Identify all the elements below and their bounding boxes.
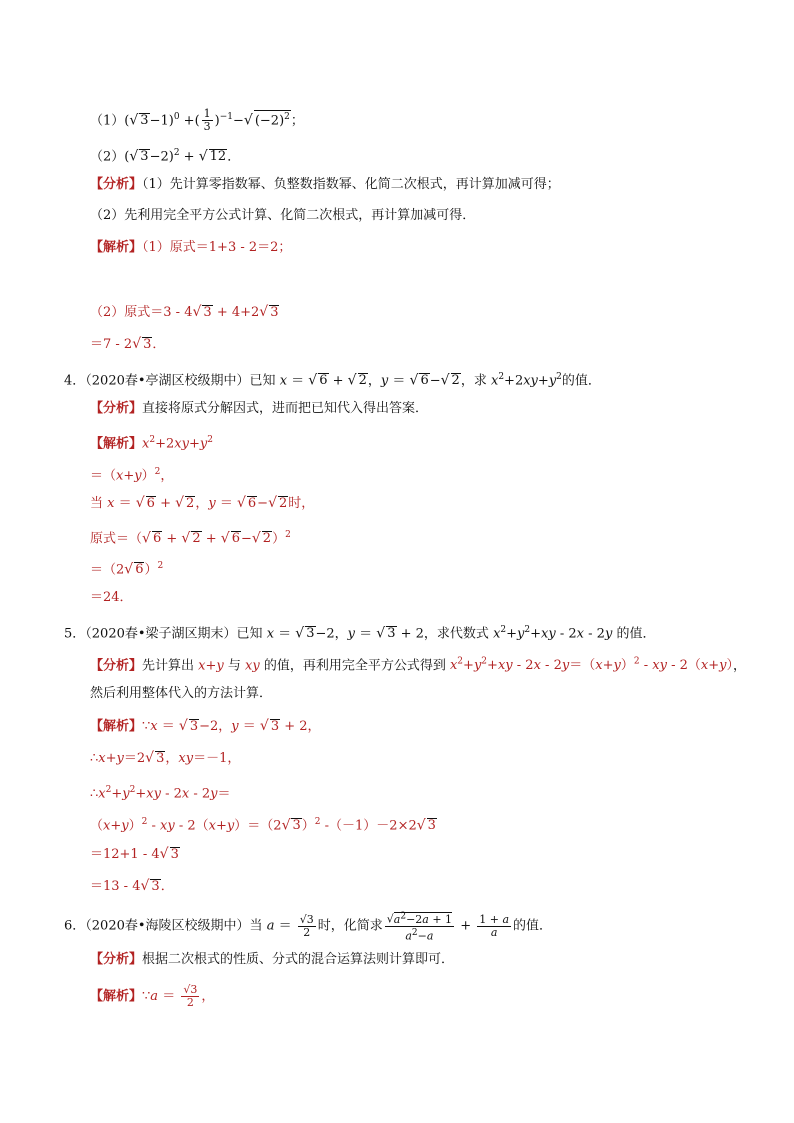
analysis-6: 【分析】根据二次根式的性质、分式的混合运算法则计算即可． [90, 952, 455, 967]
solution-5-line-2: ∴x+y＝2√ 3，xy＝－1， [90, 750, 241, 766]
solution-3-line-3: ＝7 - 2√ 3． [90, 336, 166, 352]
solution-5-line-1: 【解析】∵x ＝ √ 3−2，y ＝ √ 3 + 2， [90, 718, 321, 734]
solution-4-line-4: 原式＝（√ 6 + √ 2 + √ 6−√ 2）$^2$ [90, 530, 291, 547]
solution-5-line-3: $\therefore x^2+y^2+xy - 2x - 2y=$ [90, 785, 231, 802]
analysis-3-line-2: （2）先利用完全平方公式计算、化简二次根式，再计算加减可得． [90, 208, 476, 223]
solution-3-line-1: 【解析】（1）原式＝1+3 - 2＝2； [90, 240, 292, 255]
solution-4-line-1: 【解析】$x^2+2xy+y^2$ [90, 435, 213, 452]
analysis-5-line-2: 然后利用整体代入的方法计算． [90, 686, 273, 701]
analysis-3-line-1: 【分析】（1）先计算零指数幂、负整数指数幂、化简二次根式，再计算加减可得； [90, 177, 560, 192]
solution-5-line-6: ＝13 - 4√ 3． [90, 878, 174, 894]
problem-3-part-1: （1）(√ 3−1)$^0$ +( $\frac{1}{3}$ )$^{-1}$−√ $(-2)^2$； [90, 107, 304, 134]
solution-5-line-5: ＝12+1 - 4√ 3 [90, 846, 179, 862]
problem-6-stem: 6．（2020春•海陵区校级期中）当 a ＝ $\frac{√3}{2}$ 时，化简求 $\frac{√a^2-2a + 1}{a^2-a}$ + $\frac{1 + a}{a}$ 的值． [64, 911, 553, 943]
problem-5-stem: 5．（2020春•梁子湖区期末）已知 x ＝ √ 3−2，y ＝ √ 3 + 2，求代数式 $x^2+y^2+xy - 2x - 2y$ 的值． [64, 625, 656, 642]
solution-4-line-5: ＝（2√ 6）$^2$ [90, 561, 164, 578]
problem-3-part-2: （2）(√ 3−2)$^2$ + √ 12． [90, 148, 241, 165]
problem-4-stem: 4．（2020春•亭湖区校级期中）已知 x ＝ √ 6 + √ 2，y ＝ √ 6−√ 2，求 $x^2+2xy+y^2$的值． [64, 372, 601, 389]
solution-6-line-1: 【解析】∵a ＝ $\frac{√3}{2}$ ， [90, 983, 215, 1009]
solution-3-line-2: （2）原式＝3 - 4√ 3 + 4+2√ 3 [90, 304, 279, 320]
analysis-4: 【分析】直接将原式分解因式，进而把已知代入得出答案． [90, 401, 429, 416]
solution-5-line-4: $(x+y)^2$ - xy - 2（x+y）＝（2√ 3）$^2$ -（－1）－2×2√ 3 [90, 817, 436, 834]
solution-4-line-3: 当 x ＝ √ 6 + √ 2，y ＝ √ 6−√ 2时， [90, 495, 315, 511]
solution-4-line-6: ＝24． [90, 590, 133, 605]
solution-4-line-2: $=(x+y)^2$， [90, 467, 174, 484]
analysis-5-line-1: 【分析】先计算出 x+y 与 xy 的值，再利用完全平方公式得到 $x^2+y^2+xy - 2x - 2y=(x+y)^2$ - xy - 2（x+y）， [90, 657, 747, 674]
